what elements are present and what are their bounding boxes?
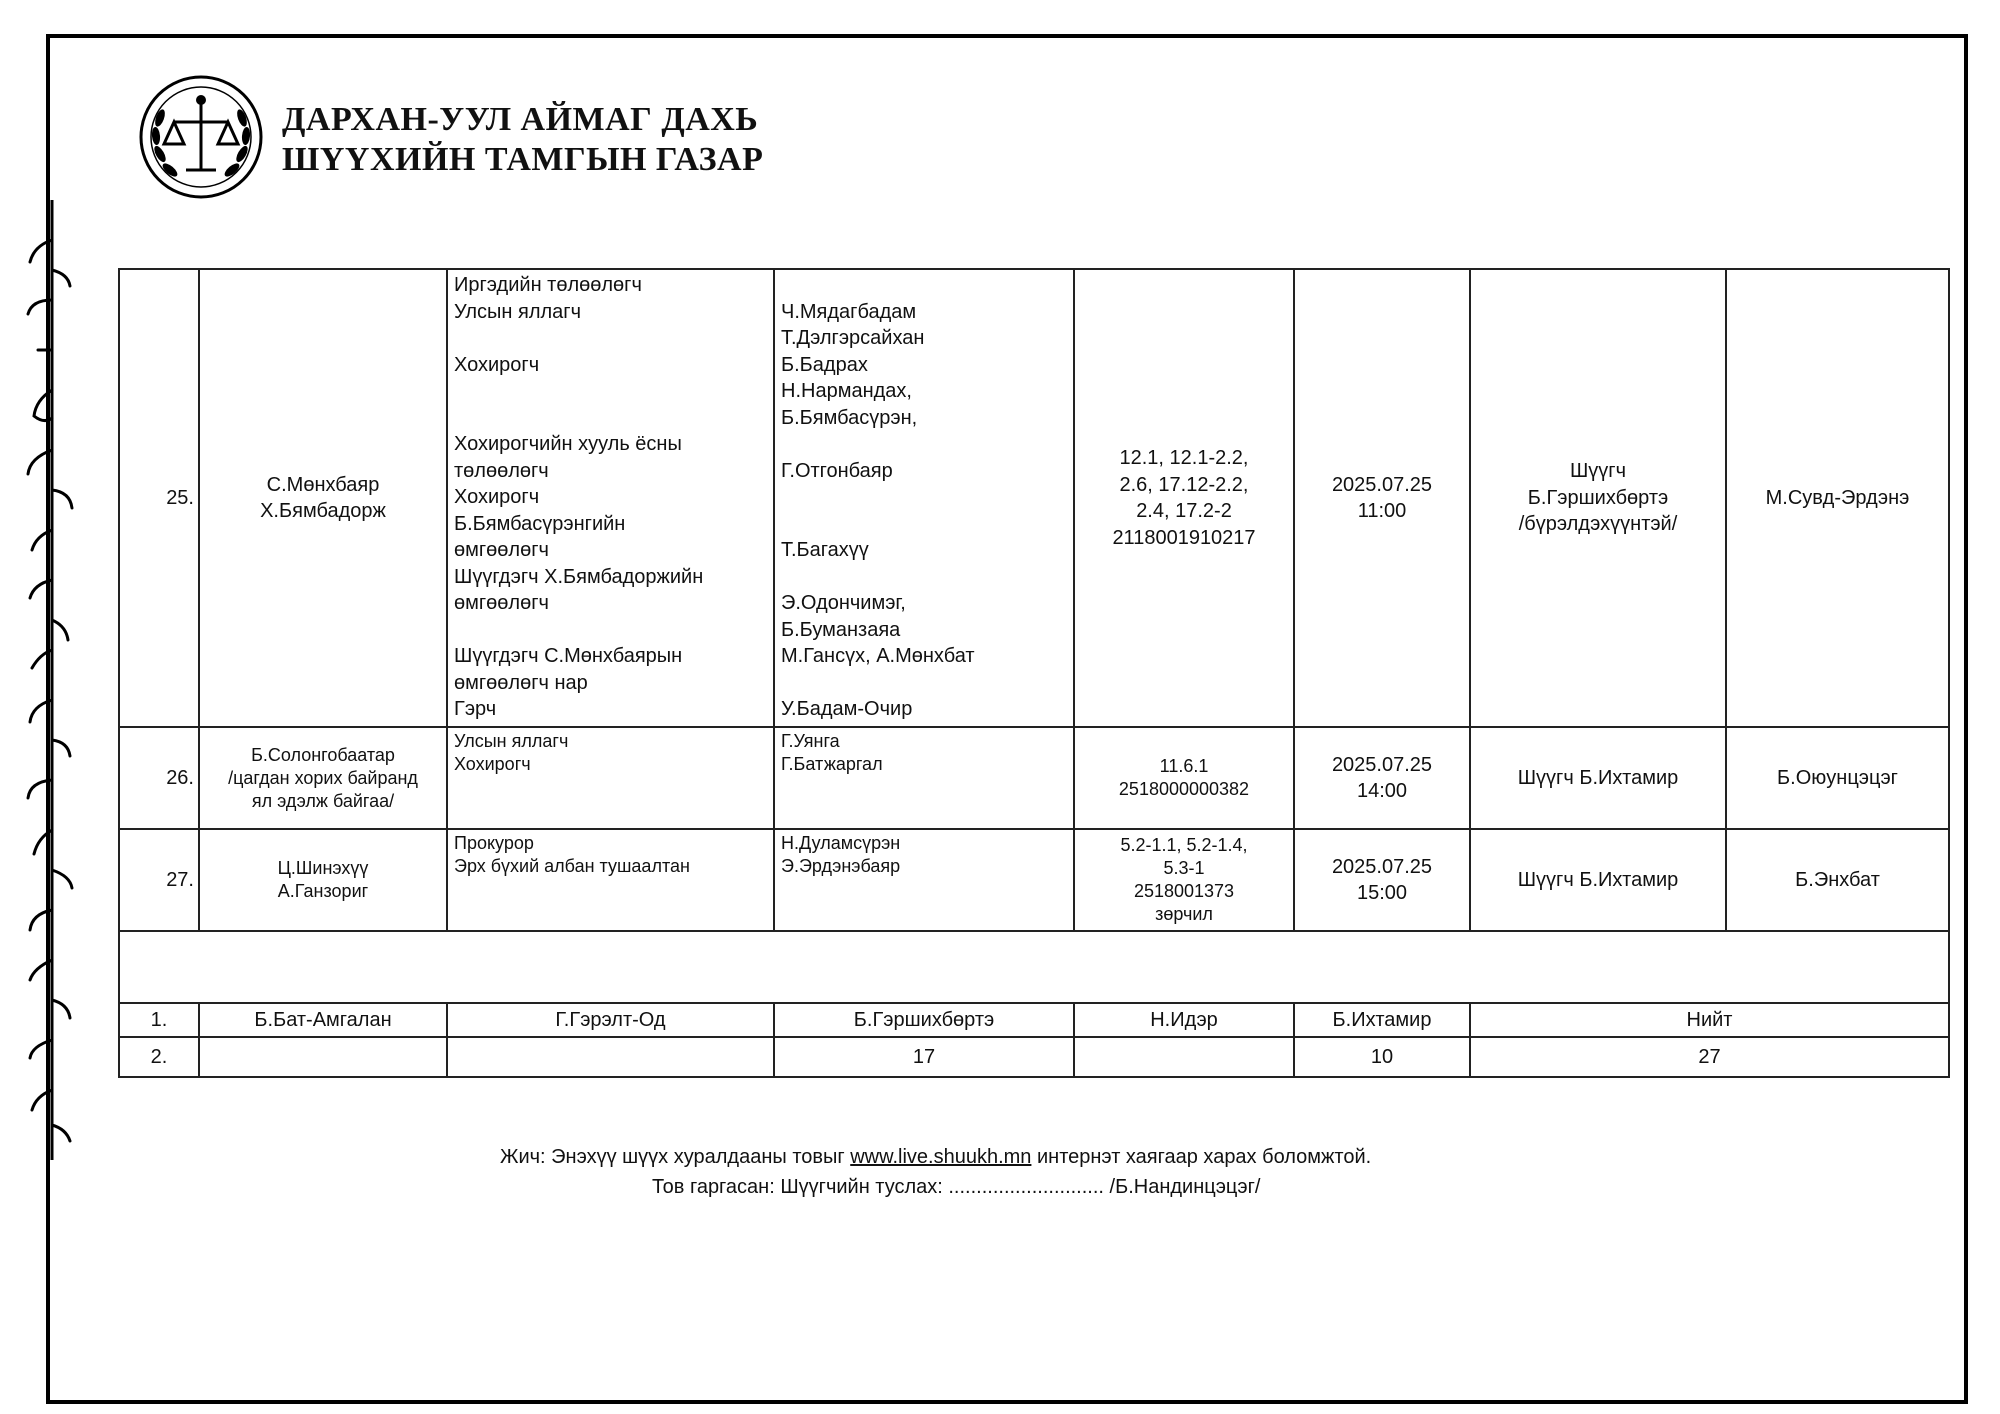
summary-judge-name: Б.Гэршихбөртэ [774, 1003, 1074, 1037]
blank-row [119, 931, 1949, 1003]
hearing-datetime: 2025.07.25 11:00 [1294, 269, 1470, 727]
summary-count [199, 1037, 447, 1077]
summary-judge-name: Н.Идэр [1074, 1003, 1294, 1037]
participant-roles: Улсын яллагч Хохирогч [447, 727, 774, 829]
clerk: Б.Оюунцэцэг [1726, 727, 1949, 829]
clerk: Б.Энхбат [1726, 829, 1949, 931]
table-row [119, 269, 1949, 727]
participant-names: Н.Дуламсүрэн Э.Эрдэнэбаяр [774, 829, 1074, 931]
participant-roles: Прокурор Эрх бүхий албан тушаалтан [447, 829, 774, 931]
summary-row [119, 1037, 1949, 1077]
summary-count [447, 1037, 774, 1077]
summary-judge-name: Б.Ихтамир [1294, 1003, 1470, 1037]
organization-title [282, 100, 763, 180]
court-schedule-table [118, 268, 1950, 1078]
summary-total-label: Нийт [1470, 1003, 1949, 1037]
live-shuukh-link[interactable]: www.live.shuukh.mn [850, 1146, 1032, 1168]
summary-count: 17 [774, 1037, 1074, 1077]
case-parties: Ц.Шинэхүү А.Ганзориг [199, 829, 447, 931]
footer-note-prefix: Жич: Энэхүү шүүх хуралдааны товыг [500, 1146, 851, 1168]
summary-number: 1. [119, 1003, 199, 1037]
summary-number: 2. [119, 1037, 199, 1077]
summary-total-count: 27 [1470, 1037, 1949, 1077]
org-title-line1: ДАРХАН-УУЛ АЙМАГ ДАХЬ [282, 101, 759, 138]
summary-count: 10 [1294, 1037, 1470, 1077]
case-number: 27. [119, 829, 199, 931]
hearing-datetime: 2025.07.25 14:00 [1294, 727, 1470, 829]
judge: Шүүгч Б.Гэршихбөртэ /бүрэлдэхүүнтэй/ [1470, 269, 1726, 727]
participant-names: Ч.Мядагбадам Т.Дэлгэрсайхан Б.Бадрах Н.Нармандах, Б.Бямбасүрэн, Г.Отгонбаяр Т.Багахүү Э.Одончимэг, Б.Буманзаяа М.Гансүх, А.Мөнхбат У.Бадам-Очир [774, 269, 1074, 727]
mongolian-script-vertical-text [0, 200, 90, 1160]
blank-cell [119, 931, 1949, 1003]
case-number: 26. [119, 727, 199, 829]
footer-note-suffix: интернэт хаягаар харах боломжтой. [1031, 1146, 1372, 1168]
org-title-line2: ШҮҮХИЙН ТАМГЫН ГАЗАР [282, 141, 764, 178]
summary-judge-name: Г.Гэрэлт-Од [447, 1003, 774, 1037]
table-row [119, 727, 1949, 829]
participant-roles: Иргэдийн төлөөлөгч Улсын яллагч Хохирогч Хохирогчийн хууль ёсны төлөөлөгч Хохирогч Б.Бямбасүрэнгийн өмгөөлөгч Шүүгдэгч Х.Бямбадоржийн өмгөөлөгч Шүүгдэгч С.Мөнхбаярын өмгөөлөгч нар Гэрч [447, 269, 774, 727]
case-articles: 12.1, 12.1-2.2, 2.6, 17.12-2.2, 2.4, 17.2-2 2118001910217 [1074, 269, 1294, 727]
table-row [119, 829, 1949, 931]
case-parties: Б.Солонгобаатар /цагдан хорих байранд ял эдэлж байгаа/ [199, 727, 447, 829]
case-number: 25. [119, 269, 199, 727]
case-parties: С.Мөнхбаяр Х.Бямбадорж [199, 269, 447, 727]
footer-note [500, 1146, 1371, 1169]
court-emblem-icon [138, 74, 264, 200]
summary-count [1074, 1037, 1294, 1077]
judge: Шүүгч Б.Ихтамир [1470, 727, 1726, 829]
case-articles: 5.2-1.1, 5.2-1.4, 5.3-1 2518001373 зөрчил [1074, 829, 1294, 931]
summary-row [119, 1003, 1949, 1037]
participant-names: Г.Уянга Г.Батжаргал [774, 727, 1074, 829]
hearing-datetime: 2025.07.25 15:00 [1294, 829, 1470, 931]
summary-judge-name: Б.Бат-Амгалан [199, 1003, 447, 1037]
clerk: М.Сувд-Эрдэнэ [1726, 269, 1949, 727]
judge: Шүүгч Б.Ихтамир [1470, 829, 1726, 931]
footer-prepared-by: Тов гаргасан: Шүүгчийн туслах: ............................ /Б.Нандинцэцэг/ [652, 1176, 1261, 1198]
case-articles: 11.6.1 2518000000382 [1074, 727, 1294, 829]
